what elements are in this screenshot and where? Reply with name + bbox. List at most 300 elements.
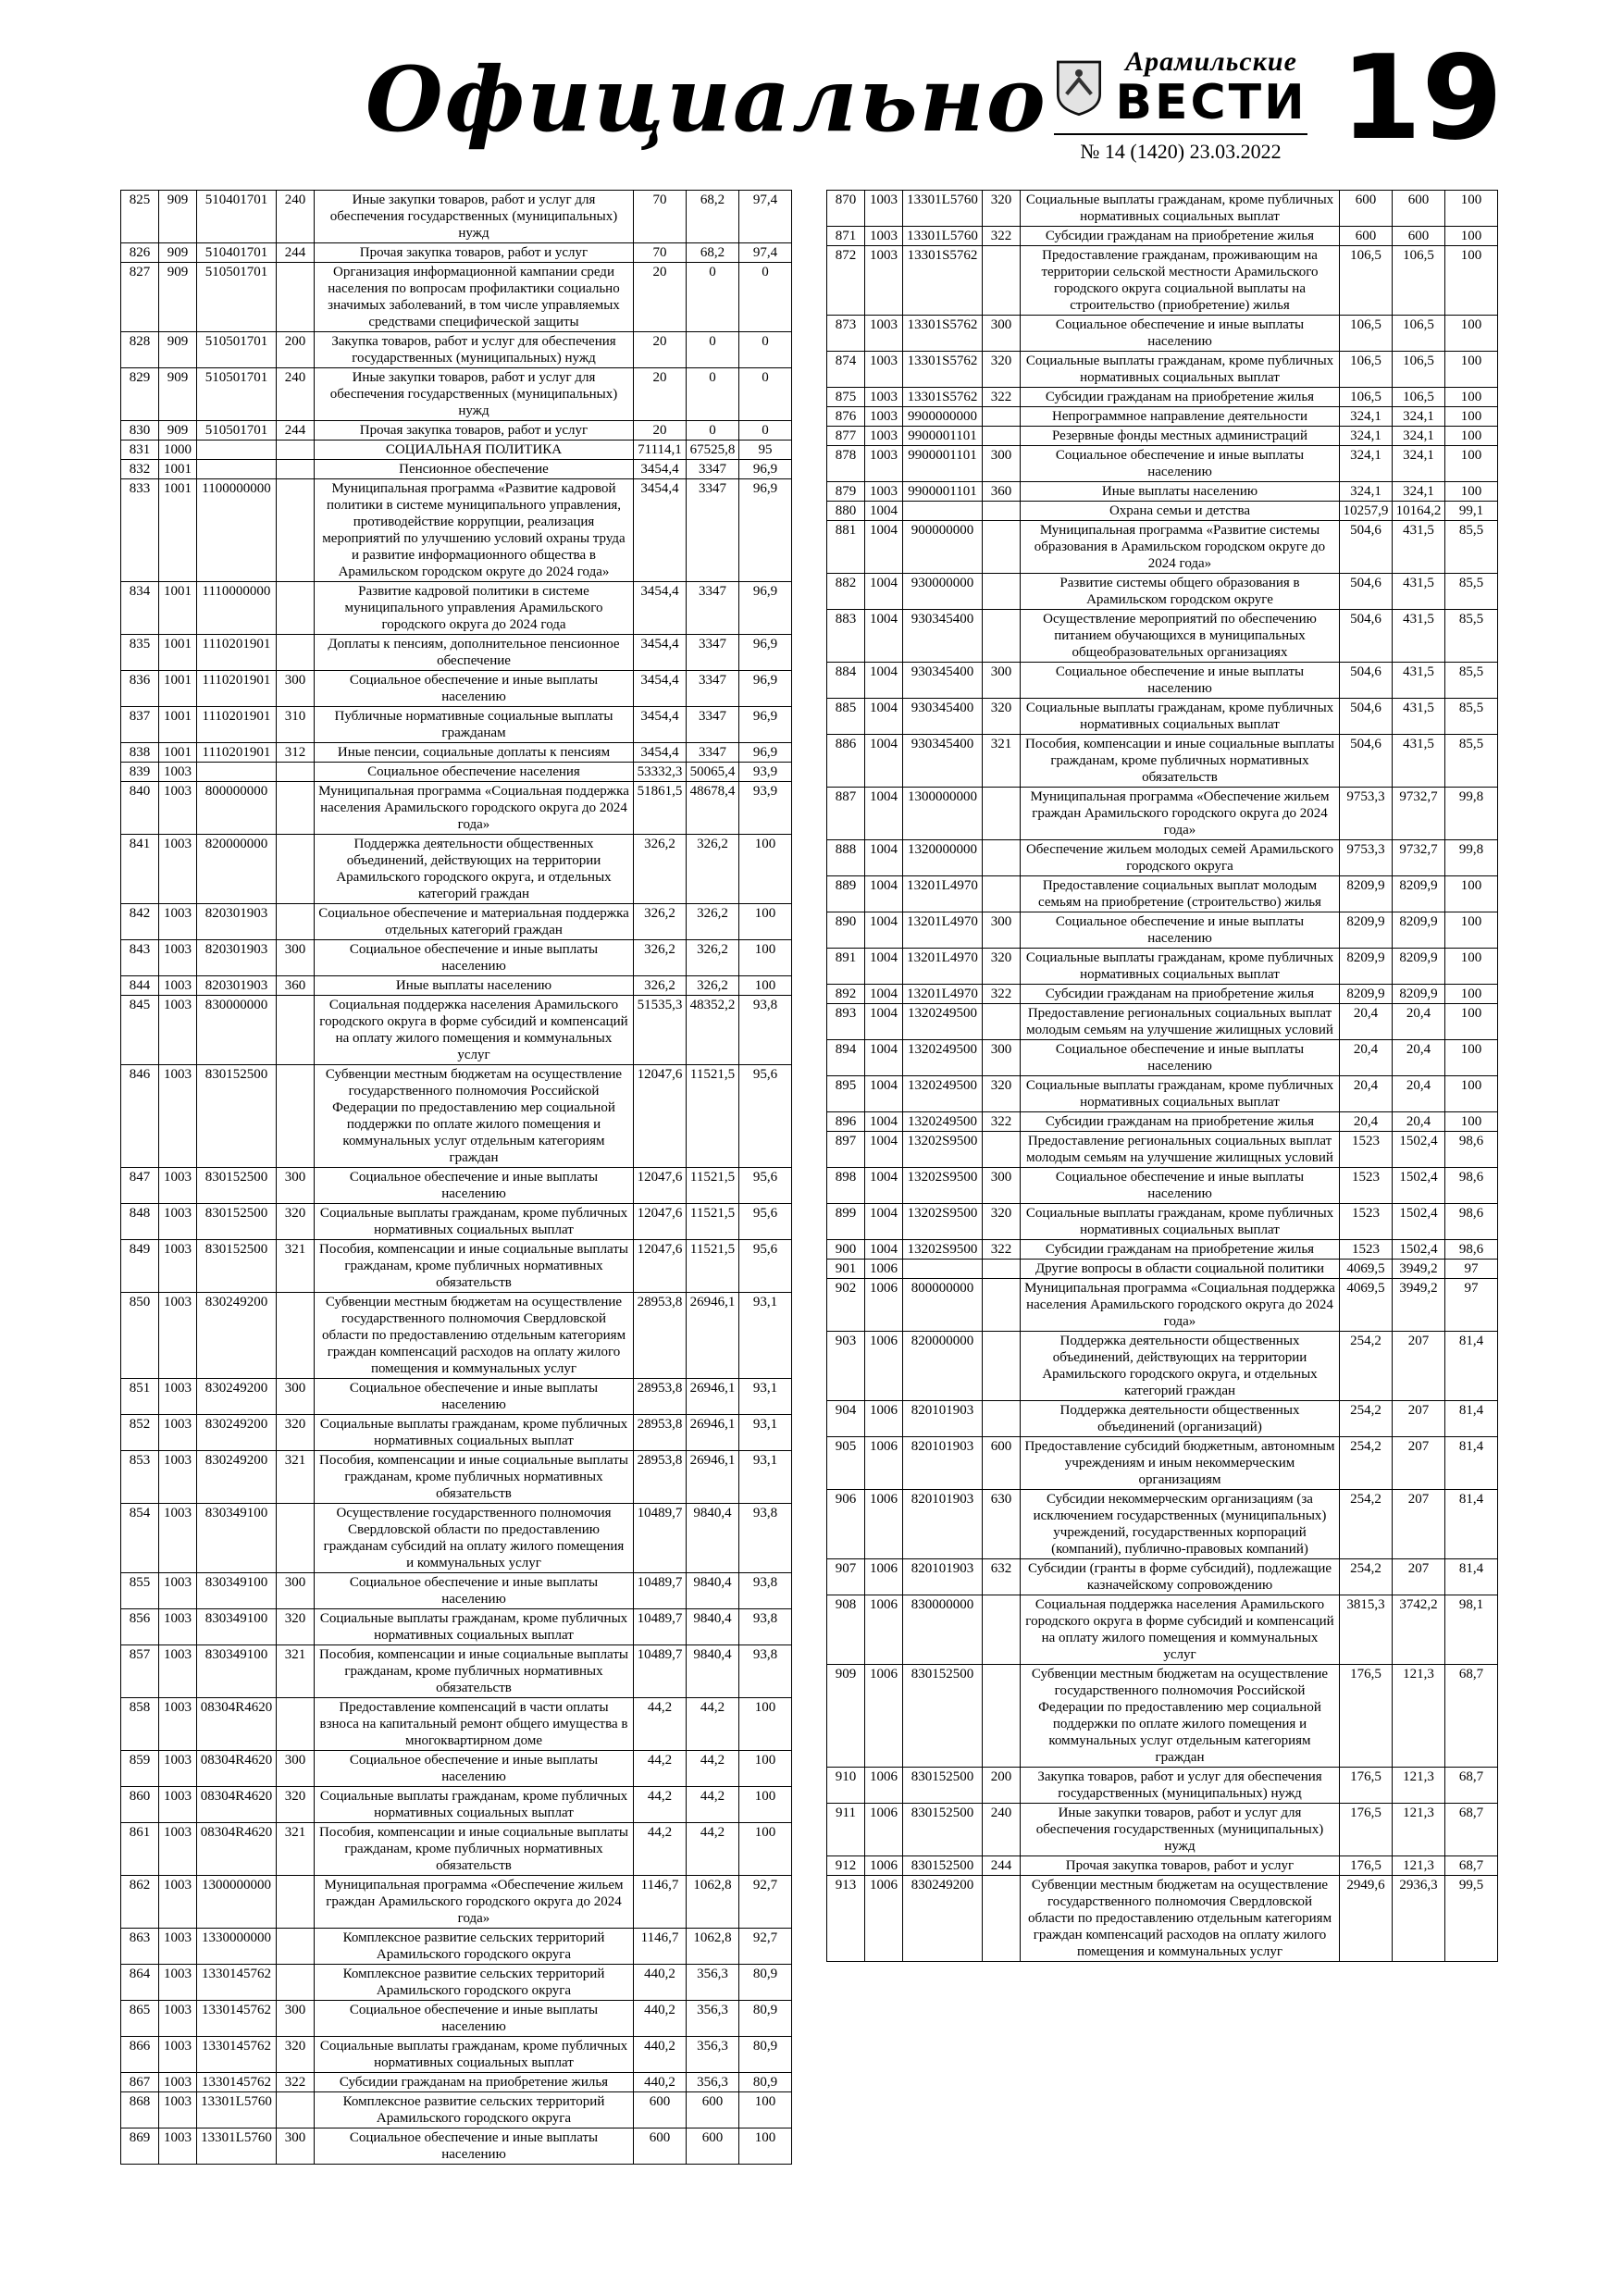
executed-value-cell: 0 <box>687 332 739 368</box>
paper-name: ВЕСТИ <box>1115 75 1307 130</box>
row-number-cell: 842 <box>121 904 159 940</box>
executed-value-cell: 3347 <box>687 479 739 582</box>
executed-value-cell: 68,2 <box>687 191 739 243</box>
table-row <box>121 1168 792 1204</box>
section-code-cell: 1003 <box>159 835 197 904</box>
target-article-code-cell: 13202S9500 <box>903 1168 983 1204</box>
name-cell: Субвенции местным бюджетам на осуществление государственного полномочия Свердловской области по предоставлению отдельным категориям граждан компенсаций расходов на оплату жилого помещения и коммунальных услуг <box>1021 1876 1340 1962</box>
percent-value-cell: 85,5 <box>1445 663 1498 699</box>
target-article-code-cell: 13202S9500 <box>903 1240 983 1260</box>
name-cell: Развитие системы общего образования в Арамильском городском округе <box>1021 574 1340 610</box>
expense-type-code-cell <box>983 1665 1021 1768</box>
table-row <box>827 574 1498 610</box>
row-number-cell: 881 <box>827 521 865 574</box>
section-code-cell: 1006 <box>865 1856 903 1876</box>
plan-value-cell: 71114,1 <box>634 441 687 460</box>
expense-type-code-cell: 300 <box>983 1168 1021 1204</box>
expense-type-code-cell <box>983 1595 1021 1665</box>
expense-type-code-cell <box>983 574 1021 610</box>
percent-value-cell: 99,8 <box>1445 788 1498 840</box>
section-code-cell: 909 <box>159 191 197 243</box>
row-number-cell: 904 <box>827 1401 865 1437</box>
executed-value-cell: 431,5 <box>1393 735 1445 788</box>
name-cell: Охрана семьи и детства <box>1021 502 1340 521</box>
percent-value-cell: 68,7 <box>1445 1856 1498 1876</box>
target-article-code-cell: 830349100 <box>197 1645 277 1698</box>
executed-value-cell: 121,3 <box>1393 1665 1445 1768</box>
target-article-code-cell: 1110201901 <box>197 635 277 671</box>
expense-type-code-cell: 300 <box>277 940 315 976</box>
expense-type-code-cell: 300 <box>277 671 315 707</box>
expense-type-code-cell: 310 <box>277 707 315 743</box>
plan-value-cell: 3454,4 <box>634 460 687 479</box>
target-article-code-cell: 830249200 <box>197 1415 277 1451</box>
table-row <box>121 635 792 671</box>
executed-value-cell: 356,3 <box>687 1965 739 2001</box>
plan-value-cell: 3454,4 <box>634 479 687 582</box>
plan-value-cell: 254,2 <box>1340 1401 1393 1437</box>
percent-value-cell: 85,5 <box>1445 574 1498 610</box>
expense-type-code-cell: 321 <box>277 1645 315 1698</box>
target-article-code-cell: 820301903 <box>197 976 277 996</box>
table-row <box>827 1332 1498 1401</box>
target-article-code-cell: 1330145762 <box>197 2001 277 2037</box>
expense-type-code-cell <box>277 782 315 835</box>
table-row <box>121 1293 792 1379</box>
expense-type-code-cell: 320 <box>277 2037 315 2073</box>
section-code-cell: 1003 <box>159 2128 197 2165</box>
paper-name-block <box>1115 46 1307 130</box>
row-number-cell: 903 <box>827 1332 865 1401</box>
percent-value-cell: 98,6 <box>1445 1204 1498 1240</box>
name-cell: Муниципальная программа «Социальная поддержка населения Арамильского городского округа до 2024 года» <box>1021 1279 1340 1332</box>
section-code-cell: 1003 <box>159 1573 197 1609</box>
table-row <box>121 1698 792 1751</box>
name-cell: Организация информационной кампании среди населения по вопросам профилактики социально значимых заболеваний, в том числе управляемых средствами специфической защиты <box>315 263 634 332</box>
table-row <box>121 2001 792 2037</box>
percent-value-cell: 93,1 <box>739 1451 792 1504</box>
name-cell: Социальные выплаты гражданам, кроме публичных нормативных социальных выплат <box>315 1609 634 1645</box>
row-number-cell: 905 <box>827 1437 865 1490</box>
table-row <box>121 191 792 243</box>
target-article-code-cell: 830000000 <box>197 996 277 1065</box>
name-cell: Муниципальная программа «Обеспечение жильем граждан Арамильского городского округа до 2024 года» <box>315 1876 634 1929</box>
name-cell: Осуществление государственного полномочия Свердловской области по предоставлению гражданам субсидий на оплату жилого помещения и коммунальных услуг <box>315 1504 634 1573</box>
target-article-code-cell: 930345400 <box>903 699 983 735</box>
executed-value-cell: 9840,4 <box>687 1609 739 1645</box>
plan-value-cell: 12047,6 <box>634 1204 687 1240</box>
name-cell: Предоставление социальных выплат молодым семьям на приобретение (строительство) жилья <box>1021 876 1340 912</box>
plan-value-cell: 106,5 <box>1340 246 1393 316</box>
target-article-code-cell: 1330145762 <box>197 1965 277 2001</box>
name-cell: Субсидии гражданам на приобретение жилья <box>1021 388 1340 407</box>
table-row <box>121 1787 792 1823</box>
plan-value-cell: 3454,4 <box>634 582 687 635</box>
section-code-cell: 1006 <box>865 1332 903 1401</box>
section-code-cell: 1001 <box>159 460 197 479</box>
name-cell: Муниципальная программа «Развитие системы образования в Арамильском городском округе до 2024 года» <box>1021 521 1340 574</box>
plan-value-cell: 504,6 <box>1340 521 1393 574</box>
executed-value-cell: 600 <box>687 2128 739 2165</box>
name-cell: Социальные выплаты гражданам, кроме публичных нормативных социальных выплат <box>1021 1204 1340 1240</box>
plan-value-cell: 51535,3 <box>634 996 687 1065</box>
row-number-cell: 902 <box>827 1279 865 1332</box>
row-number-cell: 857 <box>121 1645 159 1698</box>
target-article-code-cell: 1330145762 <box>197 2073 277 2092</box>
table-row <box>121 2073 792 2092</box>
executed-value-cell: 44,2 <box>687 1823 739 1876</box>
executed-value-cell: 48678,4 <box>687 782 739 835</box>
section-code-cell: 1001 <box>159 707 197 743</box>
budget-table-left <box>120 190 792 2165</box>
percent-value-cell: 100 <box>1445 246 1498 316</box>
row-number-cell: 878 <box>827 446 865 482</box>
executed-value-cell: 431,5 <box>1393 699 1445 735</box>
name-cell: Социальная поддержка населения Арамильского городского округа в форме субсидий и компенсаций на оплату жилого помещения и коммунальных услуг <box>1021 1595 1340 1665</box>
name-cell: Предоставление гражданам, проживающим на территории сельской местности Арамильского городского округа социальной выплаты на строительство (приобретение) жилья <box>1021 246 1340 316</box>
percent-value-cell: 97 <box>1445 1279 1498 1332</box>
section-code-cell: 1003 <box>159 1504 197 1573</box>
table-row <box>827 191 1498 227</box>
percent-value-cell: 99,1 <box>1445 502 1498 521</box>
table-row <box>827 1112 1498 1132</box>
plan-value-cell: 44,2 <box>634 1787 687 1823</box>
table-row <box>121 332 792 368</box>
percent-value-cell: 80,9 <box>739 1965 792 2001</box>
plan-value-cell: 70 <box>634 191 687 243</box>
table-row <box>827 1401 1498 1437</box>
percent-value-cell: 81,4 <box>1445 1401 1498 1437</box>
executed-value-cell: 3742,2 <box>1393 1595 1445 1665</box>
table-row <box>827 876 1498 912</box>
plan-value-cell: 20,4 <box>1340 1040 1393 1076</box>
target-article-code-cell: 510501701 <box>197 332 277 368</box>
section-code-cell: 1003 <box>159 1451 197 1504</box>
name-cell: Иные выплаты населению <box>1021 482 1340 502</box>
expense-type-code-cell <box>983 840 1021 876</box>
issue-line: № 14 (1420) 23.03.2022 <box>1054 133 1307 164</box>
plan-value-cell: 504,6 <box>1340 735 1393 788</box>
name-cell: Пособия, компенсации и иные социальные выплаты гражданам, кроме публичных нормативных обязательств <box>315 1451 634 1504</box>
executed-value-cell: 26946,1 <box>687 1451 739 1504</box>
percent-value-cell: 0 <box>739 368 792 421</box>
plan-value-cell: 8209,9 <box>1340 876 1393 912</box>
name-cell: Социальные выплаты гражданам, кроме публичных нормативных социальных выплат <box>1021 191 1340 227</box>
plan-value-cell: 9753,3 <box>1340 788 1393 840</box>
plan-value-cell: 44,2 <box>634 1823 687 1876</box>
section-code-cell: 1004 <box>865 1076 903 1112</box>
plan-value-cell: 9753,3 <box>1340 840 1393 876</box>
row-number-cell: 861 <box>121 1823 159 1876</box>
section-code-cell: 1003 <box>159 904 197 940</box>
section-code-cell: 1006 <box>865 1595 903 1665</box>
plan-value-cell: 10257,9 <box>1340 502 1393 521</box>
target-article-code-cell: 1100000000 <box>197 479 277 582</box>
plan-value-cell: 1146,7 <box>634 1929 687 1965</box>
plan-value-cell: 326,2 <box>634 940 687 976</box>
executed-value-cell: 326,2 <box>687 904 739 940</box>
executed-value-cell: 431,5 <box>1393 521 1445 574</box>
executed-value-cell: 26946,1 <box>687 1379 739 1415</box>
section-code-cell: 1000 <box>159 441 197 460</box>
percent-value-cell: 96,9 <box>739 582 792 635</box>
table-row <box>827 1665 1498 1768</box>
name-cell: Субсидии гражданам на приобретение жилья <box>1021 227 1340 246</box>
coat-of-arms-icon <box>1054 58 1104 118</box>
percent-value-cell: 93,9 <box>739 782 792 835</box>
expense-type-code-cell: 360 <box>277 976 315 996</box>
row-number-cell: 883 <box>827 610 865 663</box>
executed-value-cell: 356,3 <box>687 2001 739 2037</box>
budget-tables <box>120 190 1503 2165</box>
name-cell: Иные пенсии, социальные доплаты к пенсиям <box>315 743 634 763</box>
executed-value-cell: 26946,1 <box>687 1415 739 1451</box>
section-code-cell: 1006 <box>865 1437 903 1490</box>
executed-value-cell: 3347 <box>687 743 739 763</box>
plan-value-cell: 106,5 <box>1340 388 1393 407</box>
section-code-cell: 1001 <box>159 635 197 671</box>
row-number-cell: 910 <box>827 1768 865 1804</box>
name-cell: Пособия, компенсации и иные социальные выплаты гражданам, кроме публичных нормативных обязательств <box>315 1240 634 1293</box>
percent-value-cell: 98,6 <box>1445 1132 1498 1168</box>
target-article-code-cell: 820101903 <box>903 1559 983 1595</box>
name-cell: Поддержка деятельности общественных объединений (организаций) <box>1021 1401 1340 1437</box>
row-number-cell: 875 <box>827 388 865 407</box>
row-number-cell: 906 <box>827 1490 865 1559</box>
row-number-cell: 840 <box>121 782 159 835</box>
expense-type-code-cell: 244 <box>277 421 315 441</box>
expense-type-code-cell <box>277 835 315 904</box>
row-number-cell: 880 <box>827 502 865 521</box>
expense-type-code-cell: 632 <box>983 1559 1021 1595</box>
executed-value-cell: 1502,4 <box>1393 1168 1445 1204</box>
plan-value-cell: 8209,9 <box>1340 912 1393 949</box>
plan-value-cell: 53332,3 <box>634 763 687 782</box>
section-code-cell: 1006 <box>865 1401 903 1437</box>
name-cell: Социальное обеспечение и иные выплаты населению <box>315 940 634 976</box>
table-row <box>827 1856 1498 1876</box>
target-article-code-cell: 9900001101 <box>903 427 983 446</box>
percent-value-cell: 0 <box>739 332 792 368</box>
name-cell: Субсидии гражданам на приобретение жилья <box>1021 1112 1340 1132</box>
expense-type-code-cell: 320 <box>983 191 1021 227</box>
row-number-cell: 849 <box>121 1240 159 1293</box>
percent-value-cell: 97 <box>1445 1260 1498 1279</box>
target-article-code-cell: 930000000 <box>903 574 983 610</box>
table-row <box>827 985 1498 1004</box>
name-cell: Субвенции местным бюджетам на осуществление государственного полномочия Свердловской области по предоставлению отдельным категориям граждан компенсаций расходов на оплату жилого помещения и коммунальных услуг <box>315 1293 634 1379</box>
row-number-cell: 884 <box>827 663 865 699</box>
target-article-code-cell: 830152500 <box>197 1065 277 1168</box>
section-code-cell: 1004 <box>865 1132 903 1168</box>
name-cell: Социальные выплаты гражданам, кроме публичных нормативных социальных выплат <box>1021 352 1340 388</box>
name-cell: Социальное обеспечение и иные выплаты населению <box>1021 1040 1340 1076</box>
section-code-cell: 1003 <box>159 940 197 976</box>
expense-type-code-cell: 321 <box>277 1823 315 1876</box>
paper-name-top: Арамильские <box>1125 46 1297 77</box>
percent-value-cell: 100 <box>1445 316 1498 352</box>
expense-type-code-cell: 240 <box>277 191 315 243</box>
percent-value-cell: 100 <box>739 1823 792 1876</box>
executed-value-cell: 44,2 <box>687 1751 739 1787</box>
target-article-code-cell: 13201L4970 <box>903 876 983 912</box>
name-cell: Социальная поддержка населения Арамильского городского округа в форме субсидий и компенсаций на оплату жилого помещения и коммунальных услуг <box>315 996 634 1065</box>
row-number-cell: 863 <box>121 1929 159 1965</box>
name-cell: Социальное обеспечение и иные выплаты населению <box>315 671 634 707</box>
percent-value-cell: 100 <box>1445 427 1498 446</box>
section-code-cell: 1004 <box>865 1204 903 1240</box>
name-cell: Социальное обеспечение и иные выплаты населению <box>315 2128 634 2165</box>
expense-type-code-cell: 300 <box>277 1379 315 1415</box>
table-row <box>121 2128 792 2165</box>
section-code-cell: 1003 <box>865 388 903 407</box>
section-code-cell: 1003 <box>159 1609 197 1645</box>
name-cell: Прочая закупка товаров, работ и услуг <box>315 243 634 263</box>
plan-value-cell: 504,6 <box>1340 574 1393 610</box>
row-number-cell: 860 <box>121 1787 159 1823</box>
section-code-cell: 1006 <box>865 1876 903 1962</box>
executed-value-cell: 326,2 <box>687 940 739 976</box>
executed-value-cell: 0 <box>687 263 739 332</box>
name-cell: Пособия, компенсации и иные социальные выплаты гражданам, кроме публичных нормативных обязательств <box>315 1645 634 1698</box>
expense-type-code-cell: 300 <box>277 2128 315 2165</box>
plan-value-cell: 176,5 <box>1340 1665 1393 1768</box>
plan-value-cell: 326,2 <box>634 835 687 904</box>
percent-value-cell: 100 <box>1445 388 1498 407</box>
plan-value-cell: 3815,3 <box>1340 1595 1393 1665</box>
expense-type-code-cell: 320 <box>983 699 1021 735</box>
executed-value-cell: 9732,7 <box>1393 788 1445 840</box>
section-code-cell: 1003 <box>865 482 903 502</box>
plan-value-cell: 20 <box>634 421 687 441</box>
table-row <box>827 735 1498 788</box>
target-article-code-cell: 900000000 <box>903 521 983 574</box>
expense-type-code-cell <box>983 1876 1021 1962</box>
row-number-cell: 907 <box>827 1559 865 1595</box>
table-row <box>121 904 792 940</box>
target-article-code-cell: 13301S5762 <box>903 246 983 316</box>
newspaper-logo <box>1054 46 1307 130</box>
executed-value-cell: 324,1 <box>1393 482 1445 502</box>
expense-type-code-cell <box>983 1260 1021 1279</box>
percent-value-cell: 100 <box>1445 407 1498 427</box>
plan-value-cell: 4069,5 <box>1340 1260 1393 1279</box>
table-row <box>827 316 1498 352</box>
table-row <box>121 1065 792 1168</box>
executed-value-cell: 3347 <box>687 671 739 707</box>
percent-value-cell: 93,1 <box>739 1379 792 1415</box>
executed-value-cell: 0 <box>687 368 739 421</box>
plan-value-cell: 20 <box>634 368 687 421</box>
table-row <box>121 976 792 996</box>
plan-value-cell: 28953,8 <box>634 1415 687 1451</box>
table-row <box>827 407 1498 427</box>
executed-value-cell: 324,1 <box>1393 427 1445 446</box>
row-number-cell: 825 <box>121 191 159 243</box>
percent-value-cell: 81,4 <box>1445 1332 1498 1401</box>
table-row <box>827 1559 1498 1595</box>
executed-value-cell: 106,5 <box>1393 246 1445 316</box>
executed-value-cell: 68,2 <box>687 243 739 263</box>
percent-value-cell: 96,9 <box>739 671 792 707</box>
table-row <box>121 2092 792 2128</box>
page-header <box>120 30 1503 166</box>
section-code-cell: 1003 <box>159 1240 197 1293</box>
row-number-cell: 859 <box>121 1751 159 1787</box>
name-cell: Субсидии некоммерческим организациям (за исключением государственных (муниципальных) учреждений, государственных корпораций (компаний), публично-правовых компаний) <box>1021 1490 1340 1559</box>
name-cell: Муниципальная программа «Социальная поддержка населения Арамильского городского округа до 2024 года» <box>315 782 634 835</box>
target-article-code-cell: 13301S5762 <box>903 388 983 407</box>
expense-type-code-cell: 240 <box>983 1804 1021 1856</box>
expense-type-code-cell: 360 <box>983 482 1021 502</box>
row-number-cell: 891 <box>827 949 865 985</box>
table-row <box>121 1379 792 1415</box>
target-article-code-cell: 1320000000 <box>903 840 983 876</box>
expense-type-code-cell <box>277 763 315 782</box>
row-number-cell: 850 <box>121 1293 159 1379</box>
plan-value-cell: 12047,6 <box>634 1065 687 1168</box>
section-code-cell: 1003 <box>159 1823 197 1876</box>
table-row <box>121 460 792 479</box>
executed-value-cell: 3949,2 <box>1393 1279 1445 1332</box>
table-row <box>827 352 1498 388</box>
plan-value-cell: 176,5 <box>1340 1856 1393 1876</box>
table-row <box>827 1260 1498 1279</box>
expense-type-code-cell: 300 <box>277 1751 315 1787</box>
target-article-code-cell: 1320249500 <box>903 1004 983 1040</box>
executed-value-cell: 326,2 <box>687 835 739 904</box>
plan-value-cell: 51861,5 <box>634 782 687 835</box>
executed-value-cell: 431,5 <box>1393 663 1445 699</box>
row-number-cell: 876 <box>827 407 865 427</box>
executed-value-cell: 1062,8 <box>687 1929 739 1965</box>
target-article-code-cell: 820101903 <box>903 1401 983 1437</box>
plan-value-cell: 10489,7 <box>634 1609 687 1645</box>
section-code-cell: 1003 <box>159 1168 197 1204</box>
target-article-code-cell: 9900001101 <box>903 482 983 502</box>
plan-value-cell: 326,2 <box>634 976 687 996</box>
percent-value-cell: 100 <box>739 976 792 996</box>
plan-value-cell: 10489,7 <box>634 1573 687 1609</box>
expense-type-code-cell <box>277 904 315 940</box>
section-code-cell: 1003 <box>159 1204 197 1240</box>
plan-value-cell: 44,2 <box>634 1698 687 1751</box>
target-article-code-cell: 830152500 <box>903 1804 983 1856</box>
row-number-cell: 865 <box>121 2001 159 2037</box>
target-article-code-cell: 510401701 <box>197 191 277 243</box>
plan-value-cell: 326,2 <box>634 904 687 940</box>
section-code-cell: 1004 <box>865 1168 903 1204</box>
plan-value-cell: 324,1 <box>1340 427 1393 446</box>
expense-type-code-cell: 244 <box>983 1856 1021 1876</box>
row-number-cell: 882 <box>827 574 865 610</box>
target-article-code-cell: 510501701 <box>197 421 277 441</box>
target-article-code-cell: 820000000 <box>903 1332 983 1401</box>
expense-type-code-cell: 322 <box>983 985 1021 1004</box>
row-number-cell: 853 <box>121 1451 159 1504</box>
executed-value-cell: 1062,8 <box>687 1876 739 1929</box>
executed-value-cell: 8209,9 <box>1393 985 1445 1004</box>
section-code-cell: 1003 <box>159 1379 197 1415</box>
table-row <box>827 482 1498 502</box>
name-cell: Публичные нормативные социальные выплаты гражданам <box>315 707 634 743</box>
target-article-code-cell: 820101903 <box>903 1490 983 1559</box>
percent-value-cell: 93,8 <box>739 1504 792 1573</box>
table-row <box>121 1645 792 1698</box>
executed-value-cell: 67525,8 <box>687 441 739 460</box>
target-article-code-cell: 1330000000 <box>197 1929 277 1965</box>
table-row <box>827 1876 1498 1962</box>
